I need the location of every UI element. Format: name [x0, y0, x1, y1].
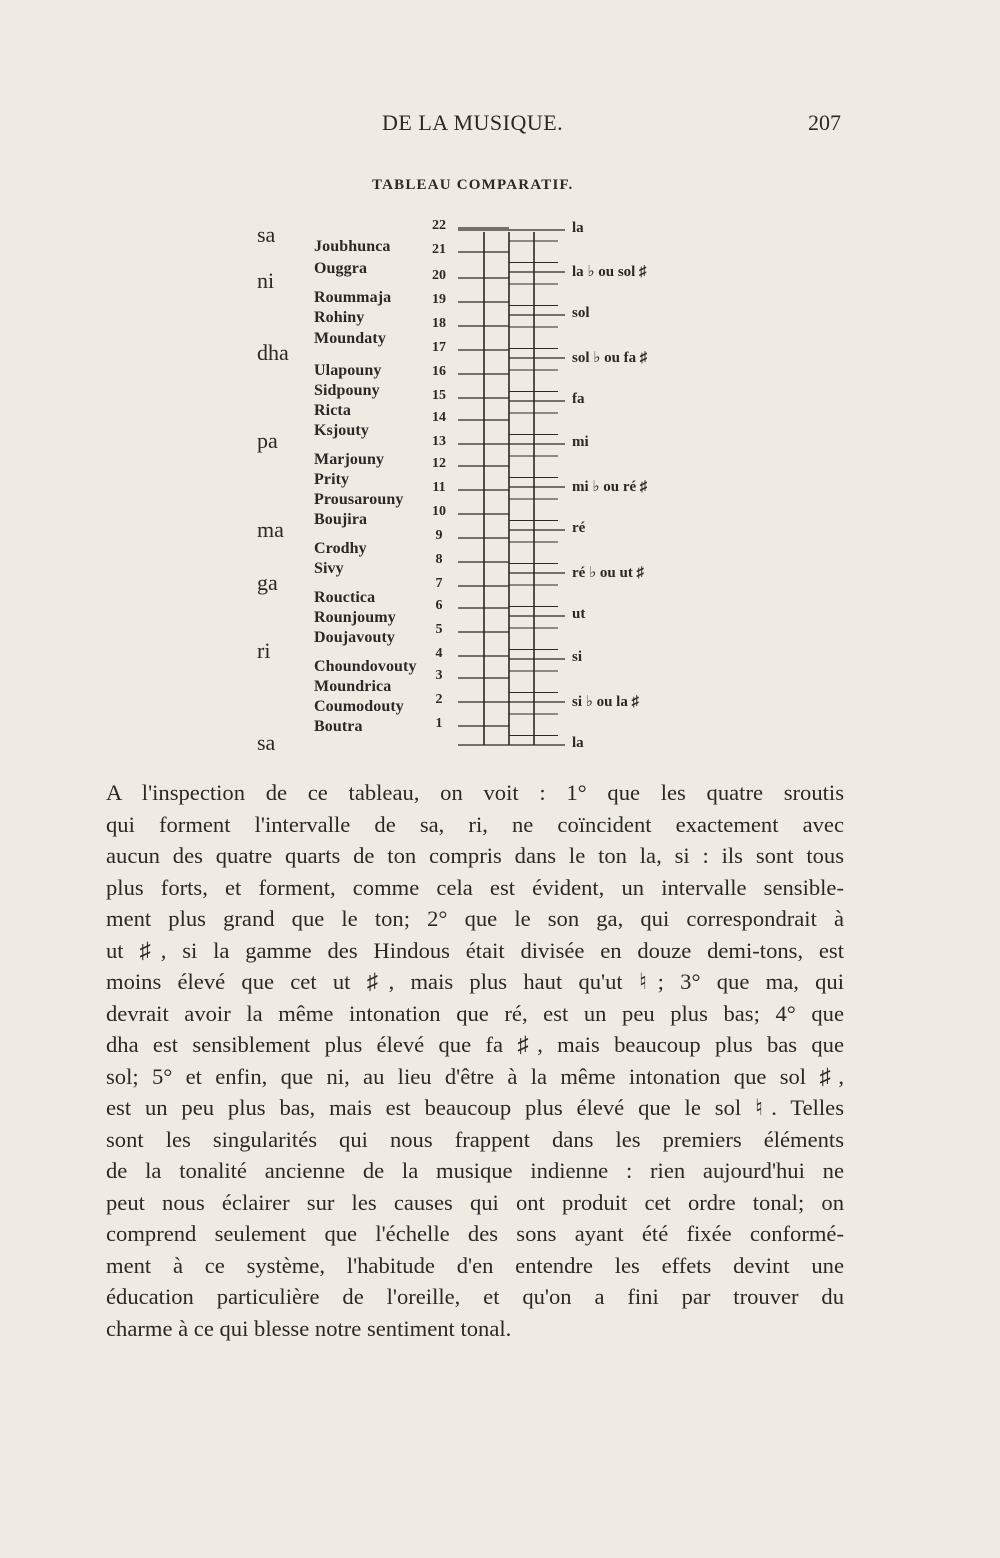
note-label: si [572, 649, 583, 665]
sruti-name: Ricta [314, 402, 351, 419]
sruti-name: Boutra [314, 718, 363, 735]
sruti-number: 16 [432, 364, 446, 379]
sruti-name: Boujira [314, 511, 368, 528]
svara-label: dha [257, 340, 289, 365]
sruti-name: Joubhunca [314, 238, 391, 255]
sruti-name: Sivy [314, 560, 344, 577]
paragraph-line: sol; 5° et enfin, que ni, au lieu d'être à la même intonation que sol ♯, [106, 1063, 844, 1089]
sruti-number: 10 [432, 504, 446, 519]
paragraph-line: dha est sensiblement plus élevé que fa ♯, mais beaucoup plus bas que [106, 1032, 844, 1057]
sruti-name: Marjouny [314, 451, 385, 468]
paragraph-line: ment plus grand que le ton; 2° que le son ga, qui correspondrait à [106, 906, 844, 931]
sruti-number: 17 [432, 340, 446, 355]
sruti-number: 13 [432, 434, 446, 449]
paragraph-line: devrait avoir la même intonation que ré, est un peu plus bas; 4° que [106, 1000, 844, 1026]
note-label: mi [572, 434, 589, 450]
sruti-name: Choundovouty [314, 658, 417, 675]
note-label: la [572, 735, 584, 751]
svara-label: sa [257, 222, 276, 247]
note-label: la ♭ ou sol ♯ [572, 264, 647, 280]
paragraph-line: qui forment l'intervalle de sa, ri, ne coïncident exactement avec [106, 811, 844, 837]
sruti-number: 18 [432, 316, 446, 331]
sruti-name: Prousarouny [314, 491, 404, 508]
sruti-name: Rouctica [314, 589, 376, 606]
running-header: DE LA MUSIQUE. [382, 110, 564, 135]
svara-label: ri [257, 638, 271, 663]
sruti-number: 2 [435, 692, 443, 707]
sruti-name: Prity [314, 471, 350, 488]
sruti-number: 14 [432, 410, 446, 425]
note-label: mi ♭ ou ré ♯ [572, 479, 648, 495]
sruti-name: Ksjouty [314, 422, 369, 439]
paragraph-line: moins élevé que cet ut ♯, mais plus haut qu'ut ♮; 3° que ma, qui [106, 969, 844, 994]
sruti-number: 19 [432, 292, 446, 307]
paragraph-line: peut nous éclairer sur les causes qui ont produit cet ordre tonal; on [106, 1189, 844, 1215]
note-label: ré ♭ ou ut ♯ [572, 565, 645, 581]
sruti-name: Moundaty [314, 330, 386, 347]
body-paragraph [106, 777, 844, 1344]
svara-label: sa [257, 730, 276, 755]
sruti-name: Ouggra [314, 260, 368, 277]
sruti-number: 9 [435, 528, 443, 543]
sruti-name: Roummaja [314, 289, 392, 306]
sruti-number: 4 [435, 646, 443, 661]
paragraph-line: ment à ce système, l'habitude d'en entendre les effets devint une [106, 1252, 844, 1278]
svara-label: ma [257, 517, 284, 542]
note-label: ut [572, 606, 586, 622]
sruti-number: 3 [435, 668, 443, 683]
sruti-number: 21 [432, 242, 446, 257]
paragraph-line: plus forts, et forment, comme cela est évident, un intervalle sensible- [106, 874, 844, 900]
paragraph-line: aucun des quatre quarts de ton compris dans le ton la, si : ils sont tous [106, 843, 844, 868]
sruti-number: 8 [435, 552, 443, 567]
paragraph-line: charme à ce qui blesse notre sentiment tonal. [106, 1315, 512, 1341]
sruti-name: Moundrica [314, 678, 392, 695]
note-label: sol ♭ ou fa ♯ [572, 350, 648, 366]
sruti-number: 22 [432, 218, 446, 233]
note-label: la [572, 220, 584, 236]
sruti-number: 7 [435, 576, 443, 591]
paragraph-line: ut ♯, si la gamme des Hindous était divisée en douze demi-tons, est [106, 937, 844, 963]
page-number: 207 [808, 110, 841, 135]
sruti-number: 12 [432, 456, 446, 471]
svara-label: pa [257, 428, 278, 453]
paragraph-line: est un peu plus bas, mais est beaucoup plus élevé que le sol ♮. Telles [106, 1095, 844, 1120]
paragraph-line: A l'inspection de ce tableau, on voit : 1° que les quatre sroutis [106, 780, 844, 805]
paragraph-line: éducation particulière de l'oreille, et qu'on a fini par trouver du [106, 1284, 844, 1309]
sruti-number: 11 [432, 480, 446, 495]
sruti-number: 20 [432, 268, 446, 283]
sruti-number: 5 [435, 622, 443, 637]
paragraph-line: de la tonalité ancienne de la musique indienne : rien aujourd'hui ne [106, 1158, 844, 1183]
sruti-name: Ulapouny [314, 362, 382, 379]
sruti-number: 6 [435, 598, 443, 613]
sruti-name: Crodhy [314, 540, 367, 557]
table-title: TABLEAU COMPARATIF. [372, 177, 574, 193]
sruti-number: 1 [435, 716, 443, 731]
paragraph-line: sont les singularités qui nous frappent dans les premiers éléments [106, 1126, 844, 1152]
sruti-name: Coumodouty [314, 698, 404, 715]
sruti-number: 15 [432, 388, 446, 403]
note-label: si ♭ ou la ♯ [572, 694, 640, 710]
note-label: fa [572, 391, 585, 407]
svara-label: ga [257, 570, 278, 595]
note-label: sol [572, 305, 590, 321]
note-label: ré [572, 520, 586, 536]
sruti-name: Sidpouny [314, 382, 380, 399]
paragraph-line: comprend seulement que l'échelle des sons ayant été fixée conformé- [106, 1221, 844, 1246]
sruti-name: Rohiny [314, 309, 365, 326]
sruti-name: Doujavouty [314, 629, 396, 646]
svara-label: ni [257, 268, 275, 293]
sruti-name: Rounjoumy [314, 609, 396, 626]
